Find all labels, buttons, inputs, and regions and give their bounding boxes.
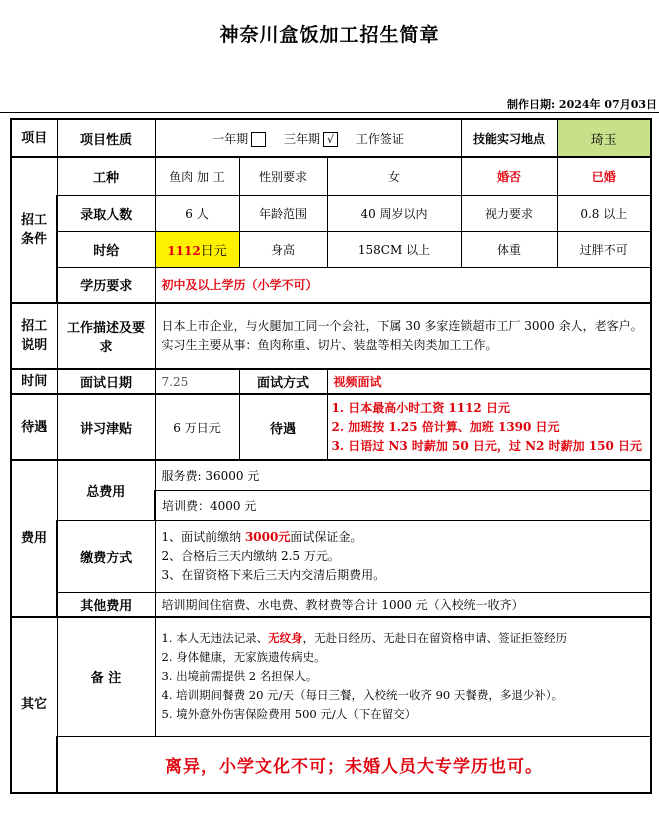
fees-section-label: 费用 bbox=[11, 460, 57, 617]
explain-group bbox=[11, 303, 651, 369]
remark-item-5: 5. 境外意外伤害保险费用 500 元/人（下在留交） bbox=[161, 707, 417, 722]
other-group bbox=[11, 617, 651, 793]
payment-step-1 bbox=[162, 528, 647, 547]
notice-text: 离异，小学文化不可；未婚人员大专学历也可。 bbox=[57, 737, 651, 793]
wage-unit: 日元 bbox=[200, 243, 227, 259]
education-label: 学历要求 bbox=[57, 267, 155, 303]
location-label: 技能实习地点 bbox=[461, 119, 557, 157]
fees-group bbox=[11, 460, 651, 617]
benefit-item: 3. 日语过 N3 时薪加 50 日元，过 N2 时薪加 150 日元 bbox=[331, 438, 643, 453]
training-fee: 培训费：4000 元 bbox=[155, 490, 651, 520]
benefit-item: 2. 加班按 1.25 倍计算、加班 1390 日元 bbox=[331, 419, 560, 434]
payment-deposit-amount: 3000元 bbox=[244, 529, 291, 544]
count-label: 录取人数 bbox=[57, 195, 155, 231]
wage-label: 时给 bbox=[57, 231, 155, 267]
service-fee: 服务费: 36000 元 bbox=[155, 460, 651, 490]
job-description bbox=[155, 303, 651, 369]
marital-label: 婚否 bbox=[461, 157, 557, 195]
time-group bbox=[11, 369, 651, 394]
benefits-label: 待遇 bbox=[239, 394, 327, 460]
total-fee-label: 总费用 bbox=[57, 460, 155, 520]
recruit-section-label: 招工条件 bbox=[11, 157, 57, 303]
wage-number: 1112 bbox=[167, 243, 201, 258]
benefits-section-label: 待遇 bbox=[11, 394, 57, 460]
project-label: 项目 bbox=[11, 119, 57, 157]
job-label: 工种 bbox=[57, 157, 155, 195]
location-value: 琦玉 bbox=[557, 119, 651, 157]
explain-section-label: 招工说明 bbox=[11, 303, 57, 369]
interview-date-label: 面试日期 bbox=[57, 369, 155, 394]
education-value: 初中及以上学历（小学不可） bbox=[155, 267, 651, 303]
allowance-label: 讲习津贴 bbox=[57, 394, 155, 460]
age-label: 年龄范围 bbox=[239, 195, 327, 231]
nature-options bbox=[155, 119, 461, 157]
payment-step-1-pre: 1、面试前缴纳 bbox=[161, 529, 245, 544]
weight-value: 过胖不可 bbox=[557, 231, 651, 267]
marital-value: 已婚 bbox=[557, 157, 651, 195]
height-label: 身高 bbox=[239, 231, 327, 267]
document-title: 神奈川盒饭加工招生简章 bbox=[219, 24, 440, 46]
weight-label: 体重 bbox=[461, 231, 557, 267]
header-group bbox=[11, 119, 651, 157]
remark-item-4: 4. 培训期间餐费 20 元/天（每日三餐，入校统一收齐 90 天餐费，多退少补）。 bbox=[161, 688, 564, 703]
checkbox-one-year[interactable] bbox=[251, 132, 266, 147]
payment-step-3: 3、在留资格下来后三天内交清后期费用。 bbox=[161, 567, 386, 582]
payment-step-2: 2、合格后三天内缴纳 2.5 万元。 bbox=[161, 548, 340, 563]
benefits-group bbox=[11, 394, 651, 460]
creation-date: 制作日期: 2024年 07月03日 bbox=[507, 98, 657, 111]
benefits-list bbox=[327, 394, 651, 460]
remark-1-pre: 1. 本人无违法记录、 bbox=[161, 631, 269, 646]
job-description-line-2: 实习生主要从事：鱼肉称重、切片、装盘等相关肉类加工工作。 bbox=[161, 338, 498, 352]
job-description-line-1: 日本上市企业，与火腿加工同一个会社，下属 30 多家连锁超市工厂 3000 余人，老客户。 bbox=[161, 319, 643, 333]
remark-item-3: 3. 出境前需提供 2 名担保人。 bbox=[161, 669, 318, 684]
remark-no-tattoo: 无纹身 bbox=[268, 631, 303, 646]
payment-method-label: 缴费方式 bbox=[57, 520, 155, 592]
remark-1-post: ，无赴日经历、无赴日在留资格申请、签证拒签经历 bbox=[302, 631, 568, 646]
payment-method-list bbox=[155, 520, 651, 592]
recruitment-form bbox=[10, 118, 652, 794]
other-section-label: 其它 bbox=[11, 617, 57, 793]
interview-method-value: 视频面试 bbox=[327, 369, 651, 394]
top-rule bbox=[0, 112, 659, 113]
job-value: 鱼肉 加 工 bbox=[155, 157, 239, 195]
option-three-year: 三年期 bbox=[284, 131, 321, 146]
remarks-label: 备 注 bbox=[57, 617, 155, 737]
interview-method-label: 面试方式 bbox=[239, 369, 327, 394]
other-fees-label: 其他费用 bbox=[57, 592, 155, 617]
remarks-list bbox=[155, 617, 651, 737]
option-one-year: 一年期 bbox=[212, 131, 249, 146]
height-value: 158CM 以上 bbox=[327, 231, 461, 267]
gender-value: 女 bbox=[327, 157, 461, 195]
interview-date-value: 7.25 bbox=[155, 369, 239, 394]
nature-label: 项目性质 bbox=[57, 119, 155, 157]
benefit-item: 1. 日本最高小时工资 1112 日元 bbox=[331, 400, 510, 415]
allowance-value: 6 万日元 bbox=[155, 394, 239, 460]
checkbox-three-year[interactable]: √ bbox=[323, 132, 338, 147]
wage-value bbox=[155, 231, 239, 267]
time-section-label: 时间 bbox=[11, 369, 57, 394]
other-fees-value: 培训期间住宿费、水电费、教材费等合计 1000 元（入校统一收齐） bbox=[155, 592, 651, 617]
job-description-label: 工作描述及要求 bbox=[57, 303, 155, 369]
remark-item-1 bbox=[162, 629, 647, 648]
gender-label: 性别要求 bbox=[239, 157, 327, 195]
payment-step-1-post: 面试保证金。 bbox=[290, 529, 363, 544]
count-value: 6 人 bbox=[155, 195, 239, 231]
vision-value: 0.8 以上 bbox=[557, 195, 651, 231]
recruit-group bbox=[11, 157, 651, 303]
vision-label: 视力要求 bbox=[461, 195, 557, 231]
option-work-visa: 工作签证 bbox=[355, 131, 404, 146]
remark-item-2: 2. 身体健康，无家族遗传病史。 bbox=[161, 650, 326, 665]
age-value: 40 周岁以内 bbox=[327, 195, 461, 231]
